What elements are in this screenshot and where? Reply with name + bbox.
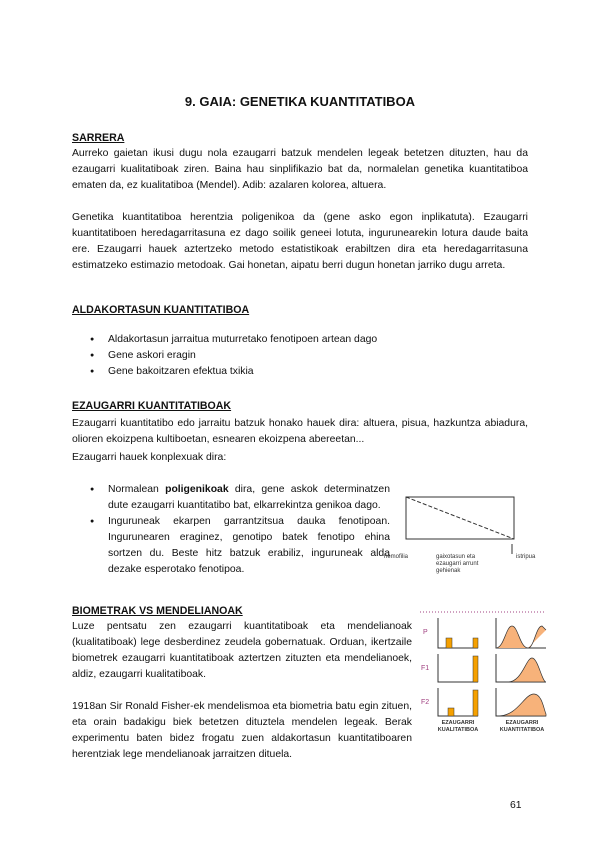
figure-environment <box>384 494 544 584</box>
list-item <box>84 482 390 514</box>
label-istripua: istripua <box>516 554 536 560</box>
comparison-diagram <box>418 610 548 718</box>
list-item: ● Inguruneak ekarpen garrantzitsua dauka fenotipoan. Ingurunearen eraginez, genotipo batek fenotipo ehina sortzen du. Beste hitz batzuk erabiliz, inguruneak alda dezake esperotako fenotipoa. <box>84 514 390 578</box>
page-title: 9. GAIA: GENETIKA KUANTITATIBOA <box>184 94 416 109</box>
row-label-p: P <box>423 629 428 636</box>
label-gaixotasun: gaixotasun eta ezaugarri arrunt gehienak <box>436 554 479 574</box>
heading-aldakortasun: ALDAKORTASUN KUANTITATIBOA <box>72 304 250 316</box>
row-label-f1: F1 <box>421 665 430 672</box>
paragraph: Genetika kuantitatiboa herentzia poligenikoa da (gene asko egon inplikatuta). Ezaugarri kuantitatiboen heredagarritasuna ez dago soilik geneei lotuta, ingurunearekin lotura daude baita ere. Ezaugarri hauek aztertzeko metodo estatistikoak erabiltzen dira eta heredagarritasuna estimatzeko estimazio metodoak. Gai honetan, aipatu berri dugun honetan jarriko dugu arreta. <box>72 212 528 271</box>
list-item: ● Aldakortasun jarraitua muturretako fenotipoen artean dago <box>84 332 528 348</box>
list-item: ● Gene bakoitzaren efektua txikia <box>84 364 528 380</box>
section-aldakortasun <box>72 302 528 380</box>
caption-kuantitatiboa: EZAUGARRI KUANTITATIBOA <box>499 720 545 733</box>
paragraph: Luze pentsatu zen ezaugarri kuantitatiboak eta mendelianoak (kualitatiboak) lege desberdinez zeudela gobernatuak. Orduan, ikertzaile biometrek ezaugarri kuantitatiboak aztertzen zituzten eta mendelianoek, aldiz, ezaugarri kualitatiboak. <box>72 621 412 680</box>
page-number: 61 <box>510 800 522 811</box>
section-biometrak <box>72 603 412 763</box>
section-sarrera <box>72 130 528 274</box>
label-hemofilia: hemofilia <box>384 554 409 560</box>
caption-kualitatiboa: EZAUGARRI KUALITATIBOA <box>437 720 479 733</box>
list-item: ● Gene askori eragin <box>84 348 528 364</box>
heading-biometrak: BIOMETRAK VS MENDELIANOAK <box>72 605 243 617</box>
heading-ezaugarri: EZAUGARRI KUANTITATIBOAK <box>72 400 232 412</box>
row-label-f2: F2 <box>421 699 430 706</box>
bold-term: poligenikoak <box>165 484 229 495</box>
heading-sarrera: SARRERA <box>72 132 125 144</box>
paragraph: Ezaugarri hauek konplexuak dira: <box>72 452 227 463</box>
paragraph: 1918an Sir Ronald Fisher-ek mendelismoa eta biometria batu egin zituen, eta orain badakigu biek betetzen dituztela mendelen legeak. Berak experimentu baten bidez frogatu zuen aldakortasun kuantitatiboaren herentziak lege mendelianoak jarraitzen dituela. <box>72 701 412 760</box>
paragraph: Ezaugarri kuantitatibo edo jarraitu batzuk honako hauek dira: altuera, pisua, hazkuntza abiadura, olioren ekoizpena kultiboetan, esnearen ekoizpena abereetan... <box>72 418 528 445</box>
figure-mendel-vs-biometry <box>418 610 548 735</box>
text: dira, gene askok determinatzen dute ezaugarri kuantitatibo bat, elkarrekintza genikoa dago. <box>108 484 390 511</box>
text: Normalean <box>108 484 166 495</box>
environment-diagram <box>384 494 544 554</box>
paragraph: Aurreko gaietan ikusi dugu nola ezaugarri batzuk mendelen legeak betetzen dituzten, hau da ezaugarri kualitatiboak ziren. Baina hau sinplifikazio bat da, normalelan genetika kuantitatiboa ematen da, ez kualitatiboa (Mendel). Adib: azalaren kolorea, altuera. <box>72 148 528 191</box>
